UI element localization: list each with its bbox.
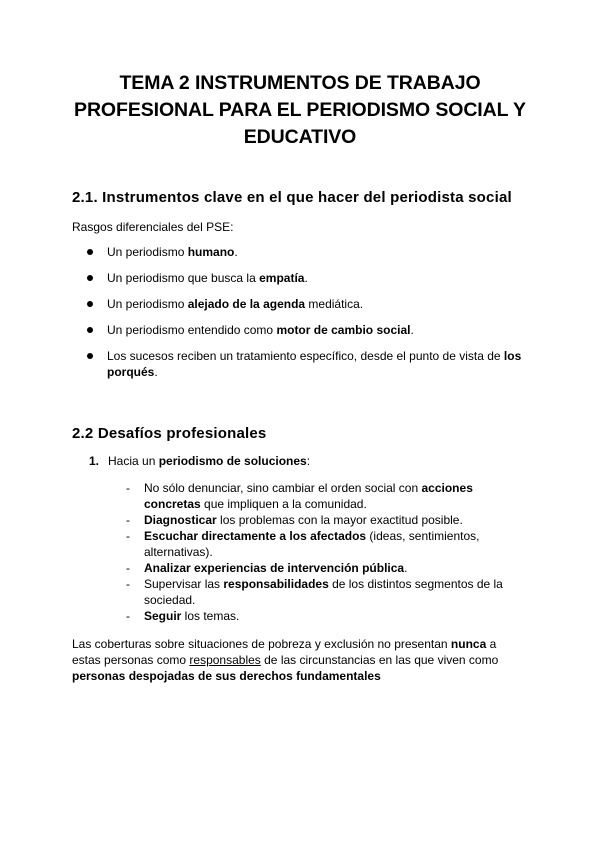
- numbered-item: 1. Hacia un periodismo de soluciones: - No sólo denunciar, sino cambiar el orden social con acciones concretas que impliquen a la comunidad. - Diagnosticar los problemas con la mayor exactitud posible. - Escuchar directamente a los afectados (ideas, sentimientos, alternativas). - Analizar experiencias de intervención pública. - Supervisar las responsabilidades de los distintos segmentos de la sociedad. - Seguir los temas.: [72, 453, 528, 624]
- sub-list-item: - No sólo denunciar, sino cambiar el orden social con acciones concretas que impliquen a la comunidad.: [126, 481, 473, 511]
- bullet-icon: [87, 327, 93, 333]
- dash-icon: -: [126, 577, 130, 591]
- closing-paragraph: Las coberturas sobre situaciones de pobreza y exclusión no presentan nunca a estas personas como responsables de las circunstancias en las que viven como personas despojadas de sus derechos fundamentales: [72, 637, 499, 683]
- bullet-icon: [87, 301, 93, 307]
- numbered-list: [72, 453, 528, 624]
- sub-list-item: - Diagnosticar los problemas con la mayor exactitud posible.: [126, 513, 463, 527]
- section-heading-2-2: 2.2 Desafíos profesionales: [72, 425, 267, 442]
- underlined-term: responsables: [189, 653, 261, 667]
- list-item: Un periodismo alejado de la agenda mediática.: [72, 296, 528, 312]
- bullet-icon: [87, 275, 93, 281]
- sub-list-item: - Seguir los temas.: [126, 609, 240, 623]
- item-number: 1.: [89, 454, 100, 468]
- bullet-icon: [87, 353, 93, 359]
- dash-icon: -: [126, 609, 130, 623]
- list-item: Un periodismo entendido como motor de cambio social.: [72, 322, 528, 338]
- list-item: Un periodismo que busca la empatía.: [72, 270, 528, 286]
- dash-icon: -: [126, 513, 130, 527]
- dash-icon: -: [126, 481, 130, 495]
- section-heading-2-1: 2.1. Instrumentos clave en el que hacer del periodista social: [72, 189, 512, 206]
- bullet-icon: [87, 249, 93, 255]
- sub-list-item: - Supervisar las responsabilidades de los distintos segmentos de la sociedad.: [126, 577, 503, 607]
- dash-icon: -: [126, 561, 130, 575]
- dash-icon: -: [126, 529, 130, 543]
- list-item: Un periodismo humano.: [72, 244, 528, 260]
- sub-list: [108, 480, 528, 624]
- sub-list-item: - Escuchar directamente a los afectados (ideas, sentimientos, alternativas).: [126, 529, 480, 559]
- sub-list-item: - Analizar experiencias de intervención pública.: [126, 561, 408, 575]
- document-title: TEMA 2 INSTRUMENTOS DE TRABAJO PROFESIONAL PARA EL PERIODISMO SOCIAL Y EDUCATIVO: [74, 72, 526, 148]
- features-list: [72, 244, 528, 380]
- list-item: Los sucesos reciben un tratamiento específico, desde el punto de vista de los porqués.: [72, 348, 528, 380]
- section-intro: Rasgos diferenciales del PSE:: [72, 220, 234, 234]
